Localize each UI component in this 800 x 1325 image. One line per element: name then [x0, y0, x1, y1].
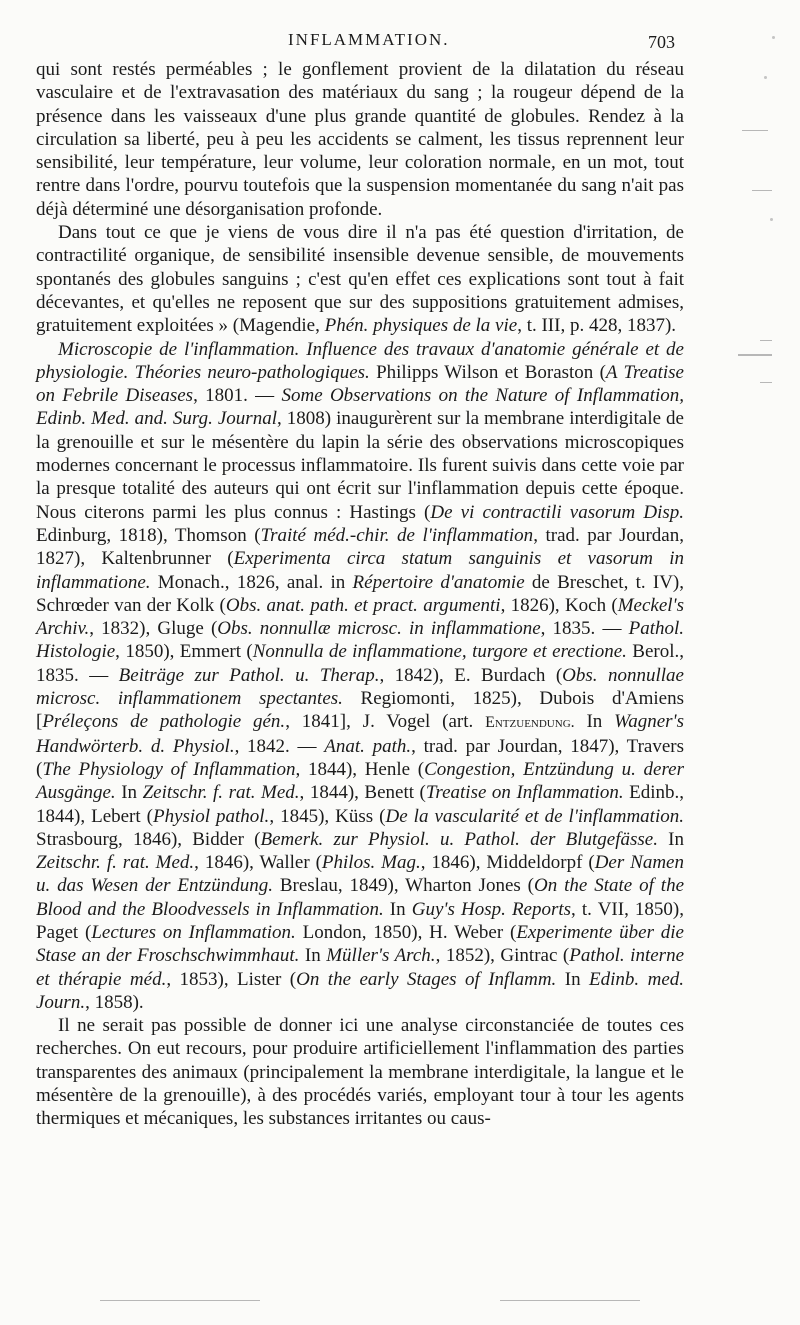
paragraph-2	[36, 221, 684, 337]
text-span: , 1858).	[85, 991, 144, 1013]
text-span: , 1846), Waller (	[194, 852, 322, 874]
italic-citation: Obs. nonnullae microsc. inflammationem spectantes.	[36, 664, 684, 710]
italic-citation: Physiol pathol.	[153, 805, 270, 827]
italic-citation: Philos. Mag.	[321, 852, 421, 874]
small-caps-term: Entzuendung.	[485, 714, 575, 732]
text-span: , t. III, p. 428, 1837).	[517, 315, 677, 337]
text-span: , 1853), Lister (	[166, 968, 297, 990]
text-span: , 1844), Benett (	[299, 782, 426, 804]
italic-citation: Zeitschr. f. rat. Med.	[142, 782, 300, 804]
italic-citation: Pathol. interne et thérapie méd.	[36, 945, 684, 990]
running-head	[0, 30, 800, 54]
margin-rule	[760, 340, 772, 341]
body-text	[36, 58, 684, 1131]
text-span: , 1844), Henle (	[295, 758, 425, 780]
italic-citation: Edinb. med. Journ.	[36, 968, 684, 1013]
text-span: , 1801. —	[193, 385, 282, 407]
margin-rule	[752, 190, 772, 191]
text-span: , 1842. —	[234, 735, 325, 757]
italic-citation: Müller's Arch.	[326, 945, 436, 967]
text-span: , trad. par Jourdan, 1827), Kaltenbrunner (	[36, 524, 684, 570]
text-span: , 1850), Emmert (	[115, 641, 253, 663]
margin-rule	[500, 1300, 640, 1301]
italic-citation: A Treatise on Febrile Diseases	[36, 361, 684, 407]
paragraph-3-bibliography	[36, 338, 684, 1015]
italic-citation: The Physiology of Inflammation	[42, 758, 296, 780]
page-number: 703	[648, 32, 675, 52]
italic-citation: Obs. nonnullæ microsc. in inflammatione	[217, 618, 541, 640]
text-span: In	[657, 828, 685, 850]
text-span: , 1846), Middeldorpf (	[420, 852, 595, 874]
text-span: , trad. par Jourdan, 1847), Travers (	[36, 735, 685, 780]
italic-citation: Nonnulla de inflammatione, turgore et erectione.	[252, 641, 627, 663]
italic-citation: De la vascularité et de l'inflammation.	[385, 805, 684, 827]
italic-citation: Congestion, Entzündung u. derer Ausgänge.	[36, 758, 684, 804]
text-span: , 1845), Küss (	[269, 805, 386, 827]
italic-citation: Phén. physiques de la vie	[324, 315, 518, 337]
margin-dot	[770, 218, 773, 221]
margin-dot	[764, 76, 767, 79]
text-span: , 1842), E. Burdach (	[379, 664, 563, 686]
margin-rule	[742, 130, 768, 131]
text-span: , 1826), Koch (	[500, 594, 618, 616]
italic-citation: Beiträge zur Pathol. u. Therap.	[118, 664, 380, 686]
italic-citation: Obs. anat. path. et pract. argumenti	[225, 594, 501, 616]
text-span: Regiomonti, 1825), Dubois d'Amiens [	[36, 688, 684, 733]
text-span: Dans tout ce que je viens de vous dire il n'a pas été question d'irritation, de contractilité organique, de sensibilité insensible devenue sensible, de mouvements spontanés des globules sanguins ; c'est qu'en effet ces explications sont tout à fait décevantes, et qu'elles ne reposent que sur des suppositions gratuitement admises, gratuitement exploitées » (Magendie,	[36, 222, 684, 337]
italic-citation: On the early Stages of Inflamm.	[296, 968, 557, 990]
italic-citation: De vi contractili vasorum Disp.	[430, 501, 684, 523]
running-title: INFLAMMATION.	[288, 30, 450, 49]
text-span: de Breschet, t. IV), Schrœder van der Kolk (	[36, 571, 685, 616]
text-span: , 1841], J. Vogel (art.	[285, 711, 486, 733]
paragraph-4: Il ne serait pas possible de donner ici une analyse circonstanciée de toutes ces recherches. On eut recours, pour produire artificiellement l'inflammation des parties transparentes des animaux (principalement la membrane interdigitale, la langue et le mésentère de la grenouille), à des procédés variés, employant tour à tour les agents thermiques et mécaniques, les substances irritantes ou caus-	[36, 1015, 684, 1130]
section-heading: Microscopie de l'inflammation. Influence des travaux d'anatomie générale et de physiologie. Théories neuro-pathologiques.	[36, 338, 684, 383]
italic-citation: Some Observations on the Nature of Inflammation, Edinb. Med. and. Surg. Journal	[36, 385, 684, 430]
italic-citation: Bemerk. zur Physiol. u. Pathol. der Blutgefässe.	[260, 828, 658, 850]
text-span: Monach., 1826, anal. in	[150, 571, 353, 593]
italic-citation: On the State of the Blood and the Bloodvessels in Inflammation.	[36, 875, 685, 920]
italic-citation: Répertoire d'anatomie	[352, 571, 525, 593]
italic-citation: Traité méd.-chir. de l'inflammation	[260, 524, 534, 546]
italic-citation: Treatise on Inflammation.	[425, 782, 624, 804]
text-span: In	[574, 711, 615, 733]
text-span: Strasbourg, 1846), Bidder (	[36, 828, 261, 850]
text-span: In	[383, 898, 412, 920]
text-span: Edinburg, 1818), Thomson (	[36, 524, 261, 546]
italic-citation: Anat. path.	[324, 735, 412, 757]
italic-citation: Lectures on Inflammation.	[91, 921, 296, 943]
italic-citation: Experimenta circa statum sanguinis et vasorum in inflammatione.	[36, 548, 684, 593]
italic-citation: Experimente über die Stase an der Froschschwimmhaut.	[36, 921, 684, 967]
italic-citation: Pathol. Histologie	[36, 618, 685, 663]
text-span: In	[556, 968, 590, 990]
text-span: , 1808) inaugurèrent sur la membrane interdigitale de la grenouille et sur le mésentère du lapin la série des observations microscopiques modernes concernant le processus inflammatoire. Ils furent suivis dans cette voie par la presque totalité des auteurs qui ont écrit sur l'inflammation depuis cette époque. Nous citerons parmi les plus connus : Hastings (	[36, 408, 684, 523]
margin-dot	[772, 36, 775, 39]
margin-rule	[100, 1300, 260, 1301]
italic-citation: Guy's Hosp. Reports	[411, 898, 572, 920]
italic-citation: Zeitschr. f. rat. Med.	[36, 852, 195, 874]
text-span: , 1832), Gluge (	[89, 618, 218, 640]
text-span: , 1835. —	[540, 618, 629, 640]
paragraph-1: qui sont restés perméables ; le gonflement provient de la dilatation du réseau vasculaire et de l'extravasation des matériaux du sang ; la rougeur dépend de la présence dans les vaisseaux d'une plus grande quantité de globules. Rendez à la circulation sa liberté, peu à peu les accidents se calment, les tissus reprennent leur sensibilité, leur température, leur volume, leur coloration normale, en un mot, tout rentre dans l'ordre, pourvu toutefois que la suspension momentanée du sang n'ait pas déjà déterminé une désorganisation profonde.	[36, 59, 684, 220]
italic-citation: Préleçons de pathologie gén.	[42, 711, 286, 733]
italic-citation: Meckel's Archiv.	[36, 594, 684, 640]
italic-citation: Der Namen u. das Wesen der Entzündung.	[36, 852, 684, 897]
margin-rule	[760, 382, 772, 383]
text-span: London, 1850), H. Weber (	[295, 921, 517, 943]
text-span: , 1852), Gintrac (	[435, 945, 570, 967]
text-span: , t. VII, 1850), Paget (	[36, 898, 685, 943]
text-span: In	[115, 782, 143, 804]
italic-citation: Wagner's Handwörterb. d. Physiol.	[36, 711, 685, 757]
text-span: Philipps Wilson et Boraston (	[369, 361, 606, 383]
text-span: In	[299, 945, 327, 967]
text-span: Breslau, 1849), Wharton Jones (	[272, 875, 534, 897]
margin-rule	[738, 354, 772, 356]
text-span: Berol., 1835. —	[36, 641, 685, 686]
text-span: Edinb., 1844), Lebert (	[36, 782, 685, 827]
